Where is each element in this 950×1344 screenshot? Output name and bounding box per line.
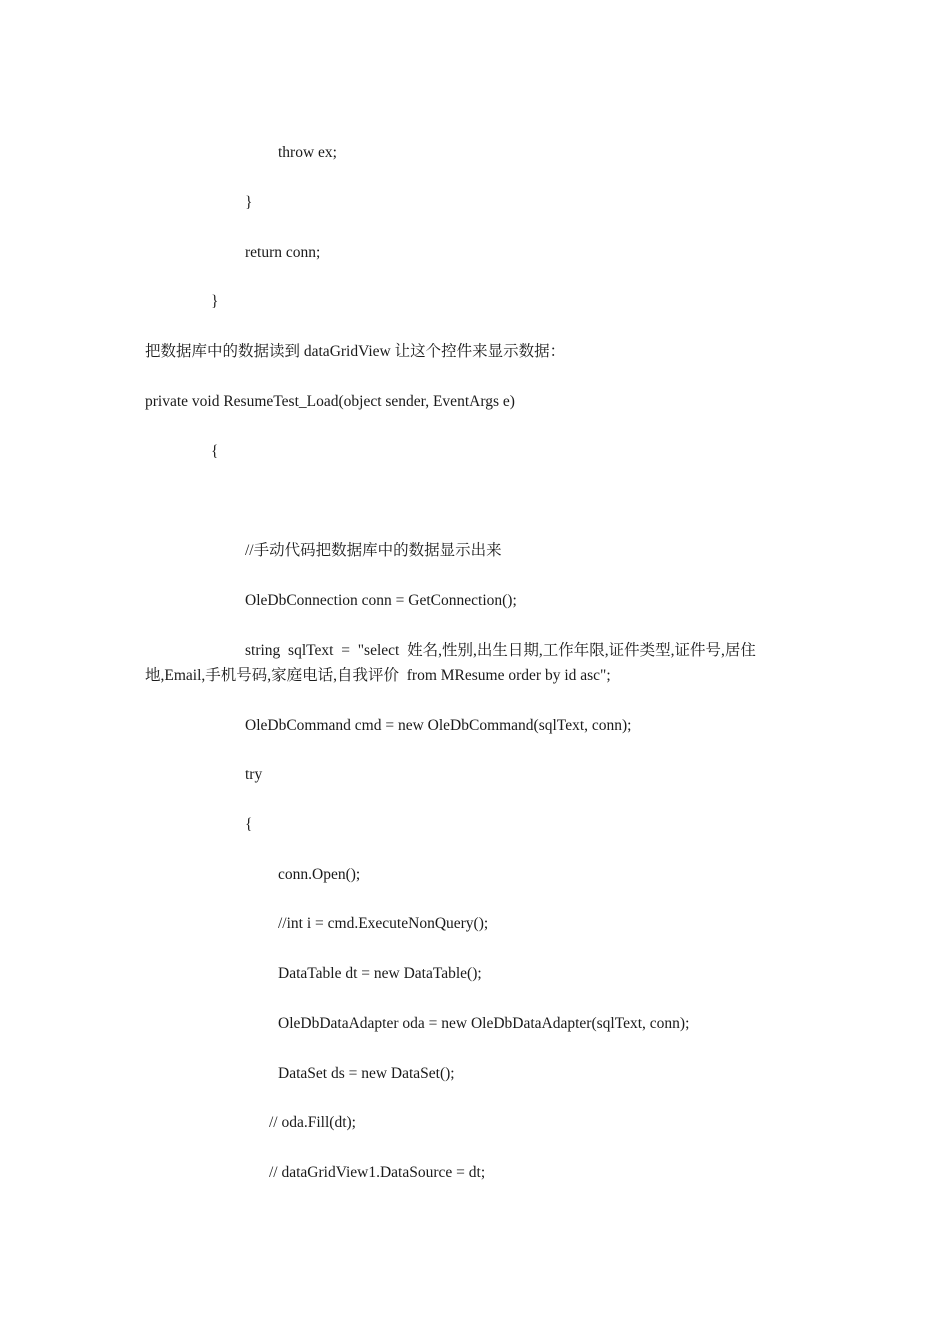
code-line-comment: //int i = cmd.ExecuteNonQuery();	[278, 915, 489, 932]
code-line-throw: throw ex;	[278, 144, 337, 161]
code-line-open-brace: {	[245, 816, 253, 833]
code-line-datatable: DataTable dt = new DataTable();	[278, 965, 482, 982]
code-line-comment: // oda.Fill(dt);	[269, 1114, 356, 1131]
code-line-adapter: OleDbDataAdapter oda = new OleDbDataAdapter(sqlText, conn);	[278, 1015, 690, 1032]
code-line-try: try	[245, 766, 263, 783]
code-line-close-brace: }	[245, 194, 253, 211]
code-line-sqltext: string sqlText = "select 姓名,性别,出生日期,工作年限,证件类型,证件号,居住	[245, 642, 756, 659]
code-line-command: OleDbCommand cmd = new OleDbCommand(sqlText, conn);	[245, 717, 632, 734]
code-line-return: return conn;	[245, 244, 321, 261]
code-line-dataset: DataSet ds = new DataSet();	[278, 1065, 455, 1082]
paragraph-text: 把数据库中的数据读到 dataGridView 让这个控件来显示数据：	[145, 343, 566, 360]
code-line-comment: //手动代码把数据库中的数据显示出来	[245, 542, 502, 559]
code-line-connection: OleDbConnection conn = GetConnection();	[245, 592, 517, 609]
code-line-method-signature: private void ResumeTest_Load(object sender, EventArgs e)	[145, 393, 515, 410]
code-line-comment: // dataGridView1.DataSource = dt;	[269, 1164, 486, 1181]
code-line-sqltext-continued: 地,Email,手机号码,家庭电话,自我评价 from MResume order by id asc";	[145, 667, 611, 684]
code-line-open-connection: conn.Open();	[278, 866, 361, 883]
code-line-open-brace: {	[211, 443, 219, 460]
code-line-close-brace: }	[211, 293, 219, 310]
